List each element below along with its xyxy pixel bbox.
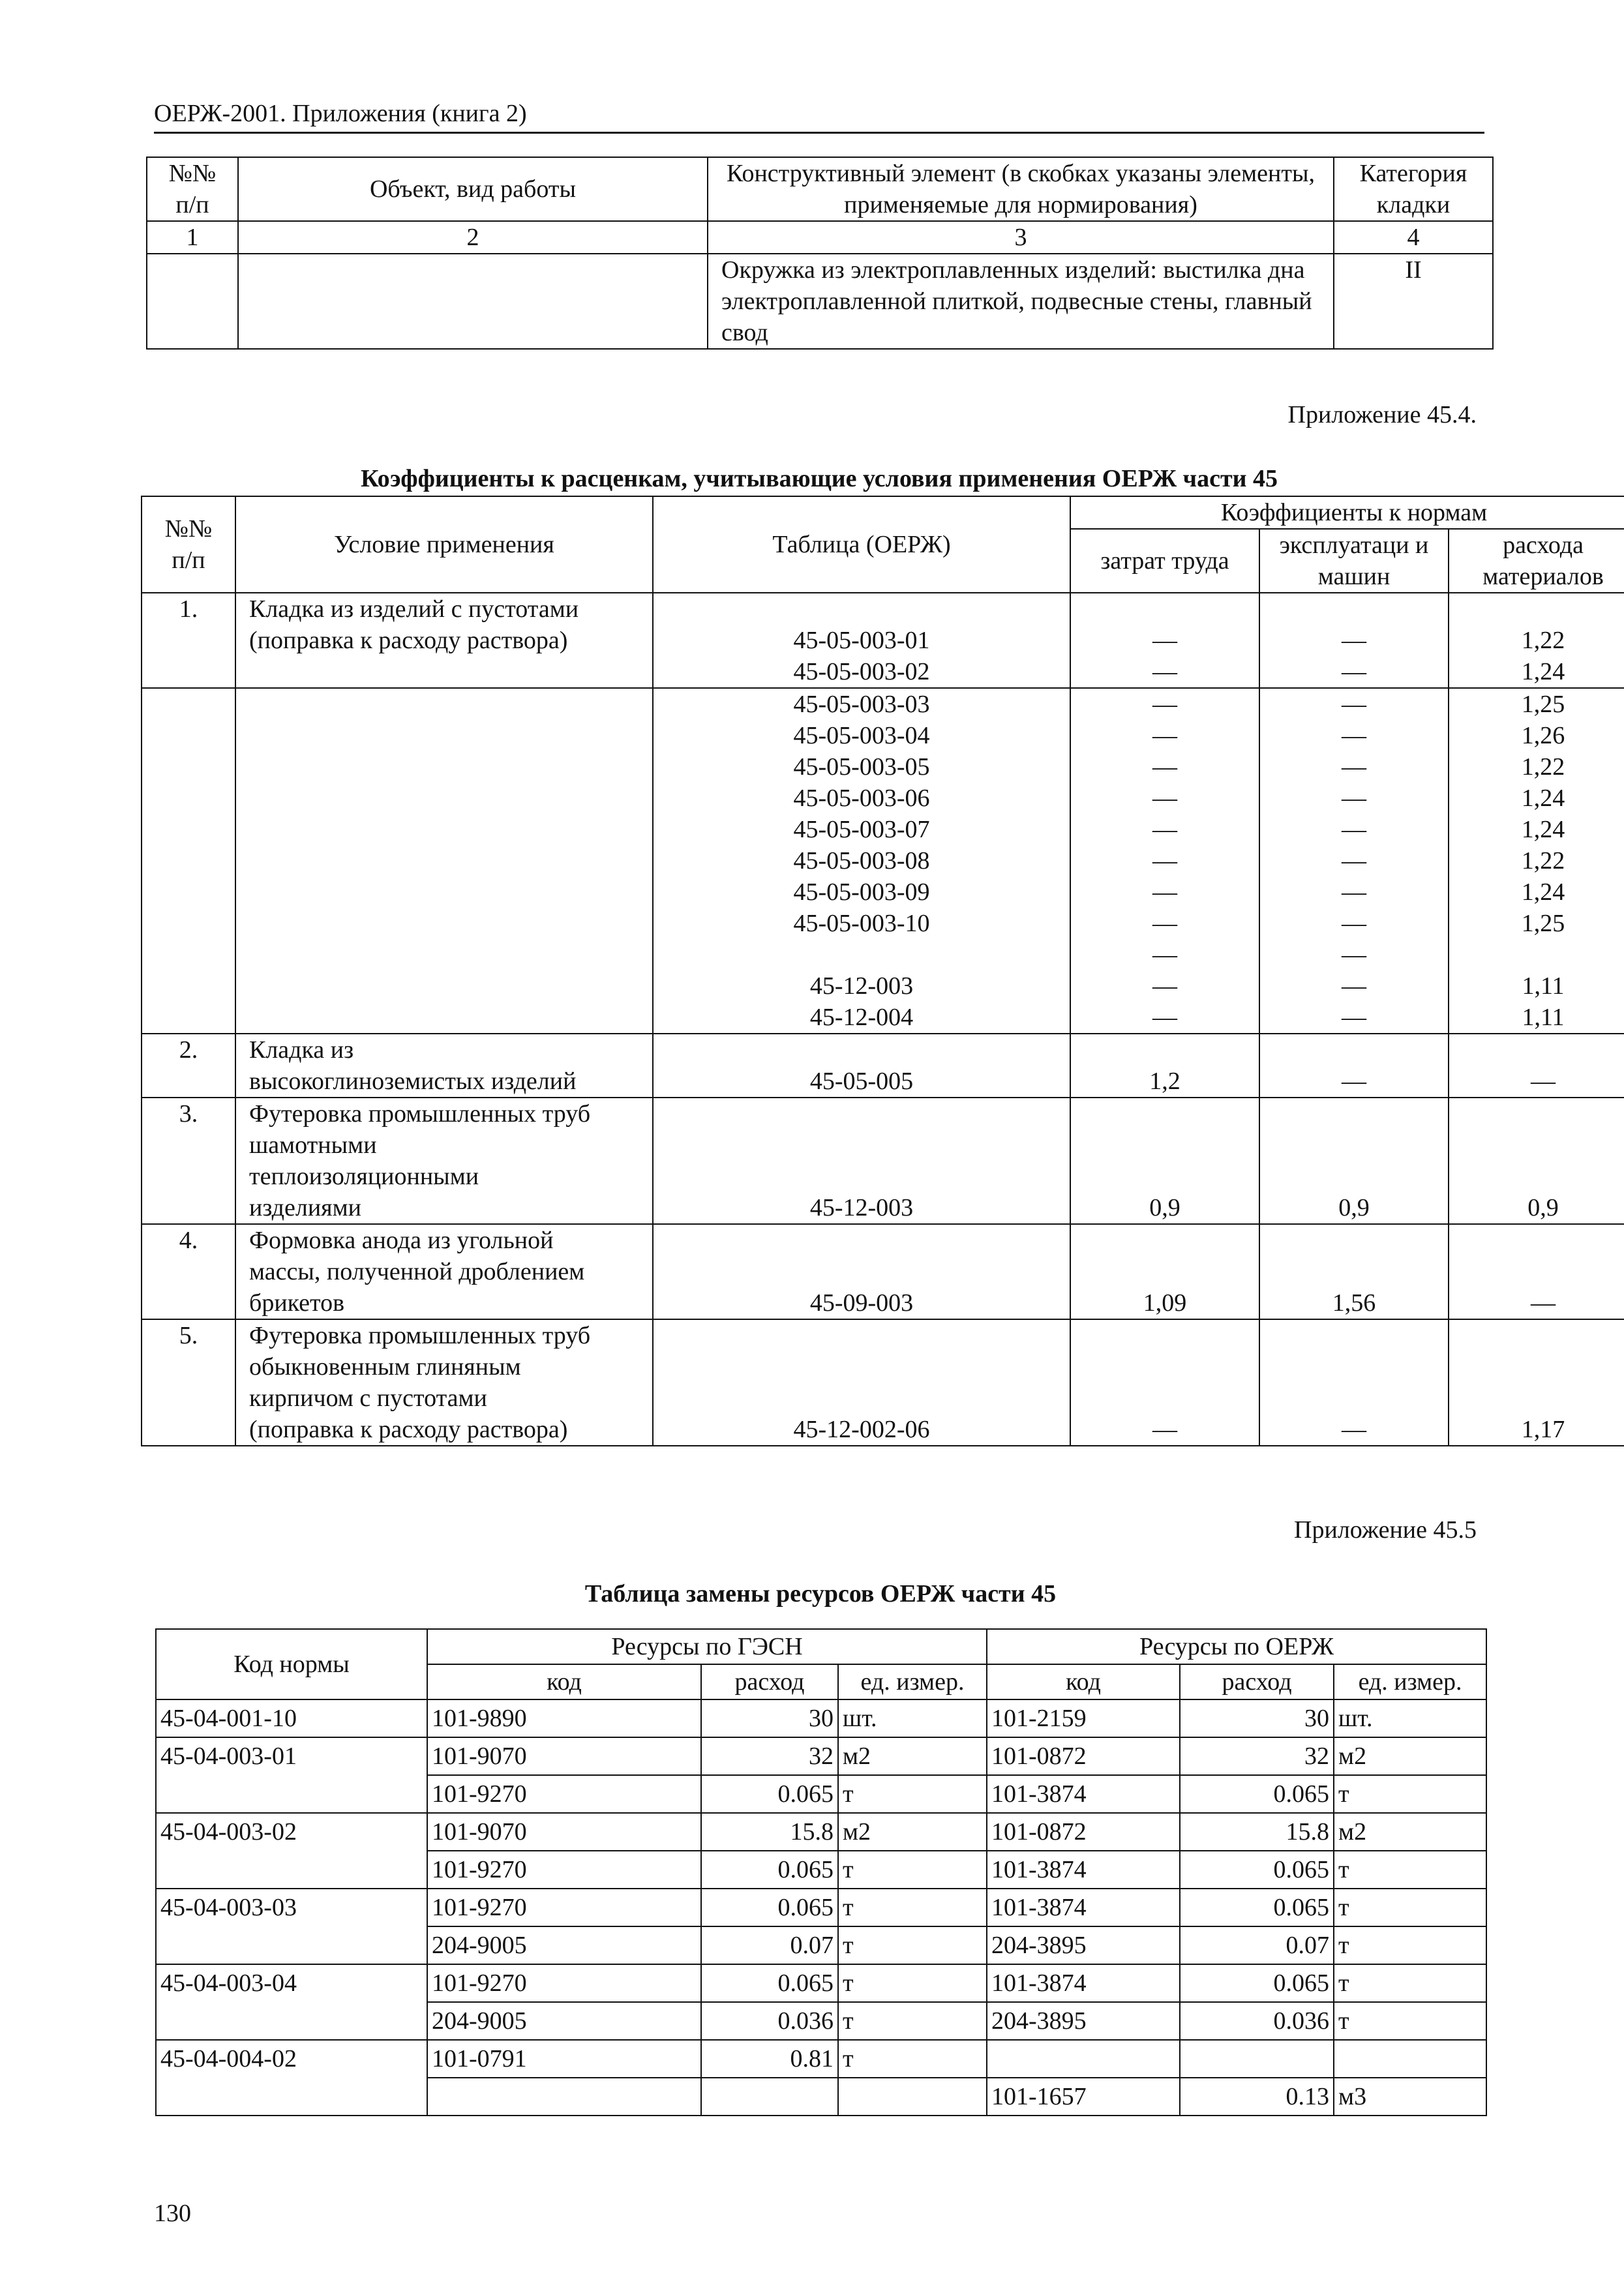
coefficients-table [141,496,1624,1446]
materials-coef-value [1454,939,1624,970]
gesn-unit-cell [838,2078,987,2116]
labor-coef-value: — [1152,1004,1177,1031]
table-code-value: 45-05-003-08 [793,847,930,875]
appendix-label-45-4: Приложение 45.4. [1287,401,1477,428]
gesn-amount-cell [701,2078,838,2116]
table-row [142,593,1624,688]
gesn-code-cell: 101-9270 [427,1775,701,1813]
table-row [156,1926,1486,1964]
gesn-code-cell: 204-9005 [427,1926,701,1964]
oerzh-amount-cell: 0.07 [1180,1926,1334,1964]
page-number: 130 [154,2200,191,2227]
table-row [156,1737,1486,1775]
oerzh-unit-cell: т [1334,1775,1486,1813]
norm-code-cell: 45-04-003-04 [156,1964,427,2002]
category-cell: II [1334,254,1493,349]
table-row [156,1813,1486,1851]
oerzh-code-cell: 101-0872 [987,1813,1180,1851]
gesn-code-cell: 101-9070 [427,1813,701,1851]
labor-coef-value: — [1152,785,1177,812]
table-code-value: 45-05-003-05 [793,753,930,781]
gesn-amount-cell: 32 [701,1737,838,1775]
table-code-value: 45-12-004 [809,1004,914,1031]
materials-coef-cell [1449,1034,1624,1098]
column-header: код [987,1664,1180,1699]
labor-coef-value: — [1152,941,1177,968]
norm-code-cell [156,1775,427,1813]
materials-coef-value: 1,22 [1521,753,1565,781]
materials-coef-value: 1,24 [1521,785,1565,812]
norm-code-cell: 45-04-001-10 [156,1699,427,1737]
appendix-label-45-5: Приложение 45.5 [1294,1516,1477,1544]
labor-coef-value: — [1152,753,1177,781]
column-header: Таблица (ОЕРЖ) [653,496,1070,593]
materials-coef-value: 1,22 [1521,627,1565,654]
materials-coef-cell [1449,1098,1624,1224]
condition-cell: Формовка анода из угольной массы, полученной дроблением брикетов [235,1224,653,1319]
oerzh-amount-cell: 0.065 [1180,1964,1334,2002]
machines-coef-value: — [1342,1004,1366,1031]
column-header: Категория кладки [1334,157,1493,221]
materials-coef-cell [1449,593,1624,688]
condition-cell [235,688,653,1034]
oerzh-amount-cell: 0.036 [1180,2002,1334,2040]
oerzh-code-cell: 101-2159 [987,1699,1180,1737]
column-header: Код нормы [156,1629,427,1699]
gesn-code-cell: 101-9270 [427,1964,701,2002]
materials-coef-value: 1,24 [1521,816,1565,843]
oerzh-code-cell: 204-3895 [987,1926,1180,1964]
machines-coef-value: — [1342,910,1366,937]
column-header: эксплуатаци и машин [1259,529,1449,593]
oerzh-code-cell: 101-0872 [987,1737,1180,1775]
oerzh-unit-cell: м3 [1334,2078,1486,2116]
table-row [156,2040,1486,2078]
norm-code-cell: 45-04-003-01 [156,1737,427,1775]
table-row [142,1319,1624,1446]
labor-coef-cell [1070,688,1259,1034]
oerzh-code-cell: 101-3874 [987,1851,1180,1889]
machines-coef-cell [1259,1319,1449,1446]
machines-coef-value: — [1342,816,1366,843]
materials-coef-value: 1,25 [1521,691,1565,718]
machines-coef-value: — [1342,658,1366,685]
oerzh-unit-cell: т [1334,2002,1486,2040]
gesn-code-cell: 204-9005 [427,2002,701,2040]
materials-coef-value: 1,24 [1521,878,1565,906]
column-group-header: Ресурсы по ГЭСН [427,1629,987,1664]
labor-coef-value: 0,9 [1149,1194,1180,1221]
machines-coef-value [1265,593,1443,625]
gesn-amount-cell: 0.036 [701,2002,838,2040]
machines-coef-cell [1259,593,1449,688]
table-row [156,1851,1486,1889]
labor-coef-value: 1,2 [1149,1068,1180,1095]
row-number [142,688,235,1034]
oerzh-amount-cell: 0.13 [1180,2078,1334,2116]
machines-coef-value: — [1342,1416,1366,1443]
table-code-cell [653,688,1070,1034]
element-category-table [146,157,1494,350]
column-header: Конструктивный элемент (в скобках указаны элементы, применяемые для нормирования) [708,157,1334,221]
gesn-amount-cell: 0.065 [701,1851,838,1889]
materials-coef-value: 1,17 [1521,1416,1565,1443]
gesn-unit-cell: т [838,1926,987,1964]
materials-coef-value: 1,11 [1522,972,1565,1000]
table-row [147,254,1493,349]
column-group-header: Ресурсы по ОЕРЖ [987,1629,1486,1664]
table-row [156,1775,1486,1813]
norm-code-cell: 45-04-003-03 [156,1889,427,1926]
oerzh-amount-cell: 32 [1180,1737,1334,1775]
materials-coef-value: 1,25 [1521,910,1565,937]
norm-code-cell [156,2002,427,2040]
labor-coef-value: — [1152,627,1177,654]
norm-code-cell: 45-04-004-02 [156,2040,427,2078]
table-row [142,1098,1624,1224]
labor-coef-cell [1070,593,1259,688]
oerzh-code-cell: 101-3874 [987,1775,1180,1813]
row-number: 1. [142,593,235,688]
table-code-value [659,593,1064,625]
oerzh-unit-cell [1334,2040,1486,2078]
running-header: ОЕРЖ-2001. Приложения (книга 2) [154,98,1484,134]
machines-coef-value: — [1342,722,1366,749]
table-code-value: 45-05-003-01 [793,627,930,654]
table-row [142,1034,1624,1098]
table-code-value: 45-05-003-02 [793,658,930,685]
machines-coef-value: — [1342,847,1366,875]
table-header-row [147,157,1493,221]
table-code-value: 45-05-005 [809,1068,914,1095]
column-number: 3 [708,221,1334,254]
gesn-code-cell: 101-9890 [427,1699,701,1737]
oerzh-amount-cell [1180,2040,1334,2078]
gesn-unit-cell: т [838,2002,987,2040]
materials-coef-cell [1449,1319,1624,1446]
machines-coef-value: — [1342,627,1366,654]
materials-coef-value [1454,593,1624,625]
gesn-amount-cell: 0.81 [701,2040,838,2078]
row-number: 4. [142,1224,235,1319]
row-number: 5. [142,1319,235,1446]
table-code-cell [653,1034,1070,1098]
gesn-amount-cell: 0.07 [701,1926,838,1964]
table-row [156,1889,1486,1926]
materials-coef-value: 1,26 [1521,722,1565,749]
table-code-cell [653,1098,1070,1224]
table-code-value: 45-12-003 [809,1194,914,1221]
materials-coef-value: 1,24 [1521,658,1565,685]
oerzh-unit-cell: шт. [1334,1699,1486,1737]
column-header: расхода материалов [1449,529,1624,593]
table-row [142,688,1624,1034]
labor-coef-value: — [1152,972,1177,1000]
column-header: код [427,1664,701,1699]
table-code-value: 45-09-003 [809,1289,914,1317]
machines-coef-value: — [1342,691,1366,718]
oerzh-unit-cell: т [1334,1964,1486,2002]
table-code-cell [653,1224,1070,1319]
machines-coef-value: — [1342,972,1366,1000]
oerzh-amount-cell: 0.065 [1180,1775,1334,1813]
table-code-cell [653,593,1070,688]
materials-coef-cell [1449,688,1624,1034]
gesn-unit-cell: т [838,2040,987,2078]
oerzh-code-cell: 101-3874 [987,1964,1180,2002]
gesn-unit-cell: т [838,1889,987,1926]
gesn-amount-cell: 0.065 [701,1775,838,1813]
column-number: 4 [1334,221,1493,254]
column-number: 2 [238,221,708,254]
machines-coef-value: — [1342,878,1366,906]
labor-coef-cell [1070,1319,1259,1446]
materials-coef-value: — [1531,1068,1556,1095]
column-header: Условие применения [235,496,653,593]
gesn-code-cell: 101-9270 [427,1889,701,1926]
norm-code-cell [156,1926,427,1964]
gesn-unit-cell: т [838,1964,987,2002]
labor-coef-value: — [1152,816,1177,843]
column-header: расход [701,1664,838,1699]
oerzh-unit-cell: т [1334,1926,1486,1964]
machines-coef-cell [1259,1098,1449,1224]
gesn-code-cell: 101-0791 [427,2040,701,2078]
gesn-code-cell: 101-9070 [427,1737,701,1775]
table-header-row [142,496,1624,529]
gesn-amount-cell: 0.065 [701,1964,838,2002]
table-code-value: 45-05-003-03 [793,691,930,718]
column-header: расход [1180,1664,1334,1699]
condition-cell: Футеровка промышленных труб обыкновенным глиняным кирпичом с пустотами (поправка к расходу раствора) [235,1319,653,1446]
resource-replacement-table [155,1628,1487,2116]
column-header: ед. измер. [838,1664,987,1699]
machines-coef-value: — [1342,1068,1366,1095]
labor-coef-value: — [1152,658,1177,685]
column-number: 1 [147,221,238,254]
table-code-value: 45-05-003-04 [793,722,930,749]
gesn-unit-cell: м2 [838,1813,987,1851]
oerzh-unit-cell: т [1334,1851,1486,1889]
labor-coef-value: — [1152,691,1177,718]
oerzh-amount-cell: 30 [1180,1699,1334,1737]
gesn-unit-cell: м2 [838,1737,987,1775]
norm-code-cell [156,2078,427,2116]
gesn-amount-cell: 15.8 [701,1813,838,1851]
condition-cell: Футеровка промышленных труб шамотными теплоизоляционными изделиями [235,1098,653,1224]
labor-coef-value: — [1152,878,1177,906]
column-group-header: Коэффициенты к нормам [1070,496,1624,529]
machines-coef-value: 0,9 [1338,1194,1370,1221]
table-code-value: 45-05-003-07 [793,816,930,843]
materials-coef-value: 1,22 [1521,847,1565,875]
machines-coef-value: 1,56 [1332,1289,1376,1317]
element-cell: Окружка из электроплавленных изделий: выстилка дна электроплавленной плиткой, подвесные стены, главный свод [708,254,1334,349]
labor-coef-value: — [1152,910,1177,937]
column-header: №№ п/п [142,496,235,593]
table-code-value: 45-12-003 [809,972,914,1000]
table-code-cell [653,1319,1070,1446]
materials-coef-value: — [1531,1289,1556,1317]
machines-coef-cell [1259,1034,1449,1098]
machines-coef-cell [1259,688,1449,1034]
materials-coef-cell [1449,1224,1624,1319]
table-title-45-5: Таблица замены ресурсов ОЕРЖ части 45 [584,1580,1057,1608]
oerzh-unit-cell: м2 [1334,1813,1486,1851]
oerzh-code-cell [987,2040,1180,2078]
gesn-code-cell: 101-9270 [427,1851,701,1889]
labor-coef-value: 1,09 [1143,1289,1187,1317]
oerzh-amount-cell: 0.065 [1180,1851,1334,1889]
table-title-45-4: Коэффициенты к расценкам, учитывающие условия применения ОЕРЖ части 45 [360,465,1278,492]
oerzh-amount-cell: 0.065 [1180,1889,1334,1926]
column-header: №№ п/п [147,157,238,221]
table-code-value [659,939,1064,970]
table-row [156,1699,1486,1737]
oerzh-unit-cell: м2 [1334,1737,1486,1775]
materials-coef-value: 0,9 [1527,1194,1559,1221]
labor-coef-cell [1070,1034,1259,1098]
gesn-unit-cell: шт. [838,1699,987,1737]
labor-coef-value: — [1152,847,1177,875]
gesn-code-cell [427,2078,701,2116]
column-header: ед. измер. [1334,1664,1486,1699]
column-header: Объект, вид работы [238,157,708,221]
table-row [156,2002,1486,2040]
labor-coef-cell [1070,1224,1259,1319]
labor-coef-value [1076,593,1254,625]
table-code-value: 45-12-002-06 [793,1416,930,1443]
object-cell [238,254,708,349]
condition-cell: Кладка из изделий с пустотами (поправка к расходу раствора) [235,593,653,688]
table-code-value: 45-05-003-09 [793,878,930,906]
machines-coef-value: — [1342,785,1366,812]
row-number: 3. [142,1098,235,1224]
table-header-row [156,1629,1486,1664]
column-number-row [147,221,1493,254]
oerzh-unit-cell: т [1334,1889,1486,1926]
norm-code-cell: 45-04-003-02 [156,1813,427,1851]
materials-coef-value: 1,11 [1522,1004,1565,1031]
oerzh-amount-cell: 15.8 [1180,1813,1334,1851]
table-row [156,2078,1486,2116]
row-number [147,254,238,349]
norm-code-cell [156,1851,427,1889]
row-number: 2. [142,1034,235,1098]
oerzh-code-cell: 101-3874 [987,1889,1180,1926]
labor-coef-value: — [1152,722,1177,749]
table-row [156,1964,1486,2002]
table-code-value: 45-05-003-06 [793,785,930,812]
labor-coef-cell [1070,1098,1259,1224]
table-code-value: 45-05-003-10 [793,910,930,937]
gesn-unit-cell: т [838,1851,987,1889]
machines-coef-value: — [1342,941,1366,968]
gesn-unit-cell: т [838,1775,987,1813]
machines-coef-cell [1259,1224,1449,1319]
oerzh-code-cell: 204-3895 [987,2002,1180,2040]
condition-cell: Кладка из высокоглиноземистых изделий [235,1034,653,1098]
column-header: затрат труда [1070,529,1259,593]
gesn-amount-cell: 30 [701,1699,838,1737]
oerzh-code-cell: 101-1657 [987,2078,1180,2116]
table-row [142,1224,1624,1319]
labor-coef-value: — [1152,1416,1177,1443]
gesn-amount-cell: 0.065 [701,1889,838,1926]
machines-coef-value: — [1342,753,1366,781]
